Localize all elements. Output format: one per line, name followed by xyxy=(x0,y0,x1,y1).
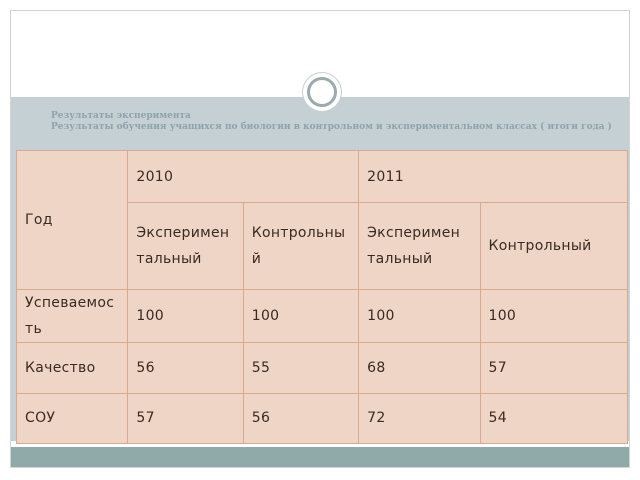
value-cell: 68 xyxy=(359,343,480,393)
value-cell: 72 xyxy=(359,393,480,443)
slide-ornament-circle-icon xyxy=(303,73,341,111)
year-header-cell: Год xyxy=(17,151,128,290)
value-cell: 100 xyxy=(243,289,358,342)
value-cell: 100 xyxy=(359,289,480,342)
slide-heading xyxy=(51,111,621,133)
group-header-cell: Контрольный xyxy=(480,203,628,290)
value-cell: 100 xyxy=(128,289,243,342)
results-table xyxy=(16,150,628,444)
table-row-years xyxy=(17,151,628,203)
value-cell: 55 xyxy=(243,343,358,393)
row-label-cell: Качество xyxy=(17,343,128,393)
value-cell: 56 xyxy=(243,393,358,443)
value-cell: 57 xyxy=(128,393,243,443)
year-2011-cell: 2011 xyxy=(359,151,628,203)
group-header-cell: Контрольны й xyxy=(243,203,358,290)
row-label-cell: Успеваемос ть xyxy=(17,289,128,342)
table-row xyxy=(17,393,628,443)
year-2010-cell: 2010 xyxy=(128,151,359,203)
group-header-cell: Эксперимен тальный xyxy=(359,203,480,290)
value-cell: 56 xyxy=(128,343,243,393)
slide-title: Результаты эксперимента xyxy=(51,111,191,121)
row-label-cell: СОУ xyxy=(17,393,128,443)
group-header-cell: Эксперимен тальный xyxy=(128,203,243,290)
slide-subtitle: Результаты обучения учащихся по биологии в контрольном и экспериментальном классах ( итоги года ) xyxy=(51,122,612,132)
ornament-ring-icon xyxy=(307,77,337,107)
slide-footer-strip xyxy=(11,447,629,467)
table-row xyxy=(17,289,628,342)
value-cell: 54 xyxy=(480,393,628,443)
value-cell: 100 xyxy=(480,289,628,342)
table-row xyxy=(17,343,628,393)
value-cell: 57 xyxy=(480,343,628,393)
